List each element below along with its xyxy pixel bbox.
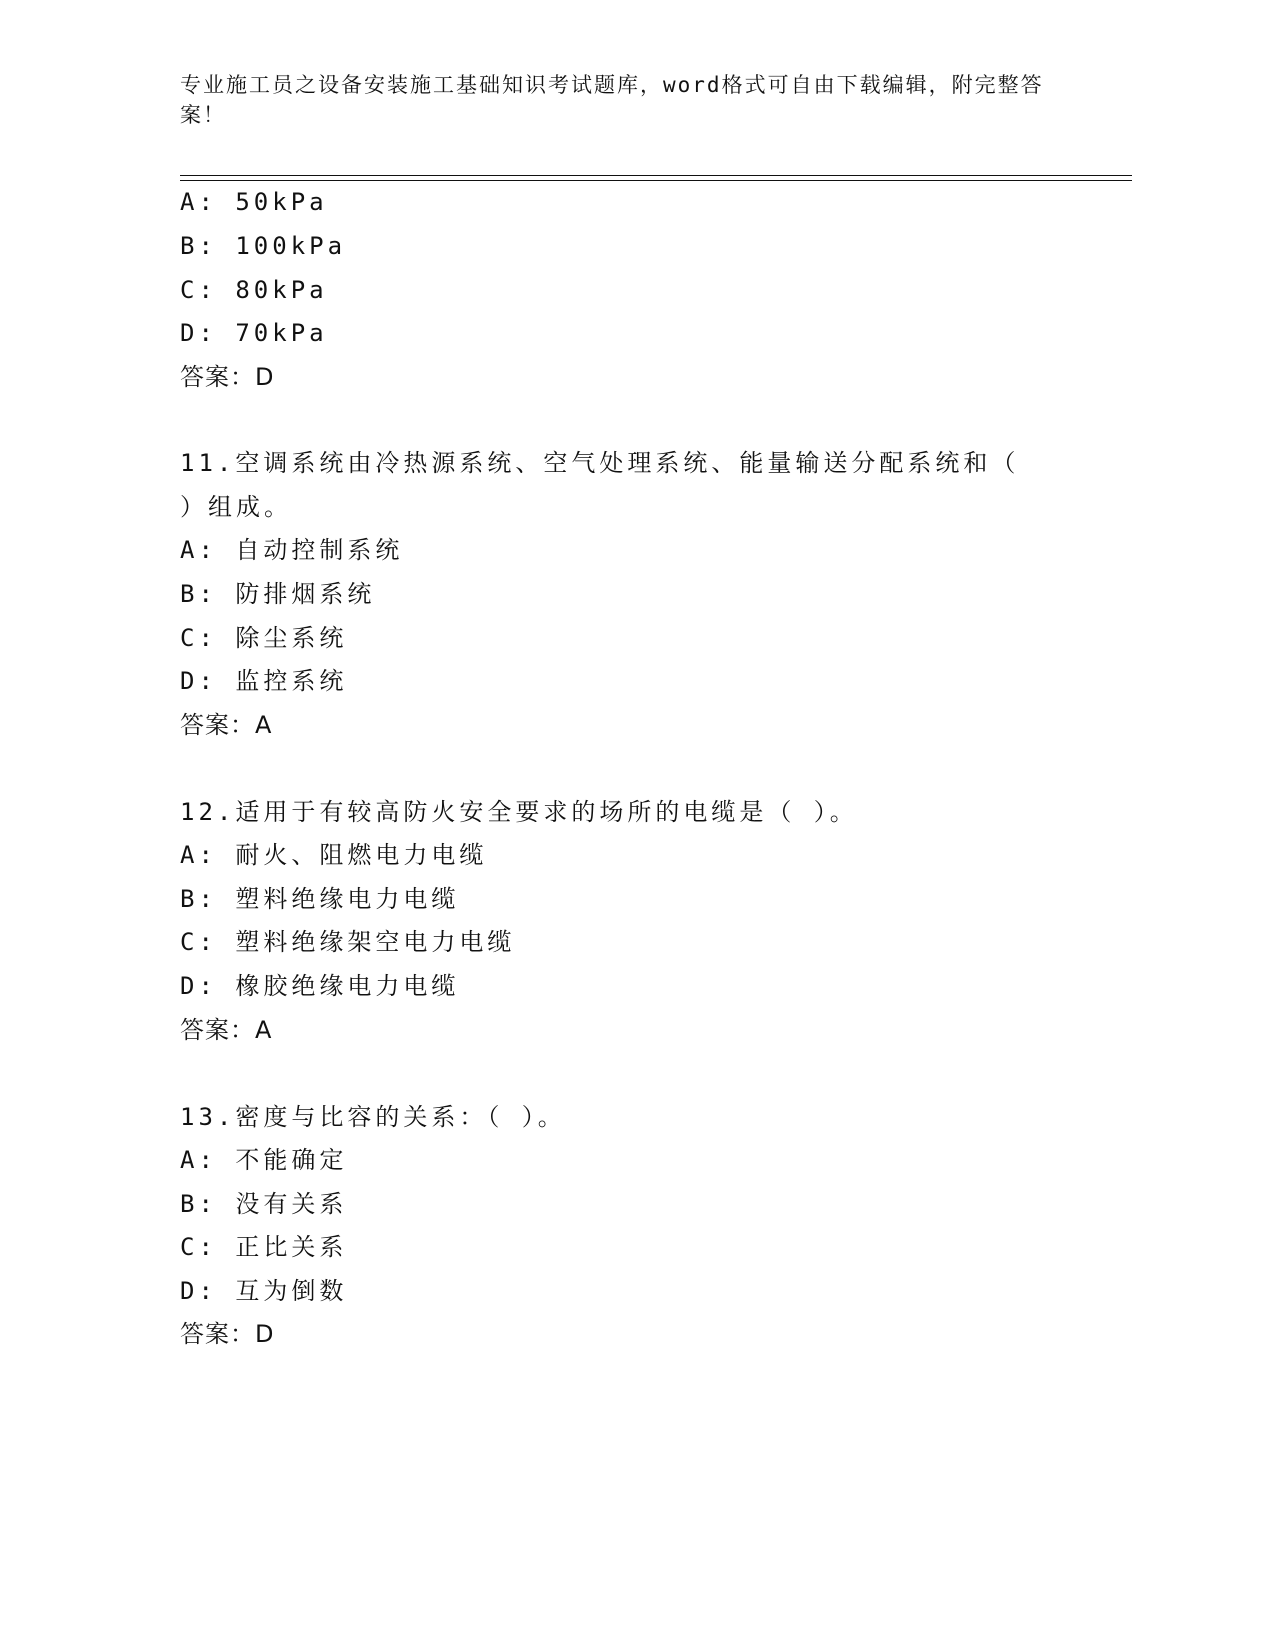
q12-option-d: D: 橡胶绝缘电力电缆 bbox=[180, 972, 460, 1000]
q10-option-b: B: 100kPa bbox=[180, 232, 347, 260]
header-divider-bottom bbox=[180, 180, 1132, 181]
q13-option-b: B: 没有关系 bbox=[180, 1190, 348, 1218]
q12-option-a: A: 耐火、阻燃电力电缆 bbox=[180, 841, 488, 869]
document-header-text: 专业施工员之设备安装施工基础知识考试题库，word格式可自由下载编辑，附完整答案！ bbox=[180, 73, 1044, 127]
q12-option-c: C: 塑料绝缘架空电力电缆 bbox=[180, 928, 516, 956]
q13-option-d: D: 互为倒数 bbox=[180, 1277, 348, 1305]
q10-option-c: C: 80kPa bbox=[180, 276, 328, 304]
q11-option-a: A: 自动控制系统 bbox=[180, 536, 404, 564]
header-divider-top bbox=[180, 175, 1132, 176]
q12-option-b: B: 塑料绝缘电力电缆 bbox=[180, 885, 460, 913]
q12-stem: 12.适用于有较高防火安全要求的场所的电缆是（ ）。 bbox=[180, 798, 858, 826]
q11-option-d: D: 监控系统 bbox=[180, 667, 348, 695]
q13-stem: 13.密度与比容的关系：（ ）。 bbox=[180, 1103, 566, 1131]
q10-option-d: D: 70kPa bbox=[180, 319, 328, 347]
q11-stem-line-2: ）组成。 bbox=[180, 493, 292, 521]
q13-option-a: A: 不能确定 bbox=[180, 1146, 348, 1174]
q10-option-a: A: 50kPa bbox=[180, 188, 328, 216]
q13-answer: 答案：D bbox=[180, 1320, 275, 1348]
q13-option-c: C: 正比关系 bbox=[180, 1233, 348, 1261]
q11-answer: 答案：A bbox=[180, 711, 273, 739]
q11-stem-line-1: 11.空调系统由冷热源系统、空气处理系统、能量输送分配系统和（ bbox=[180, 449, 1020, 477]
q11-option-c: C: 除尘系统 bbox=[180, 624, 348, 652]
q12-answer: 答案：A bbox=[180, 1016, 273, 1044]
q10-answer: 答案：D bbox=[180, 363, 275, 391]
q11-option-b: B: 防排烟系统 bbox=[180, 580, 376, 608]
